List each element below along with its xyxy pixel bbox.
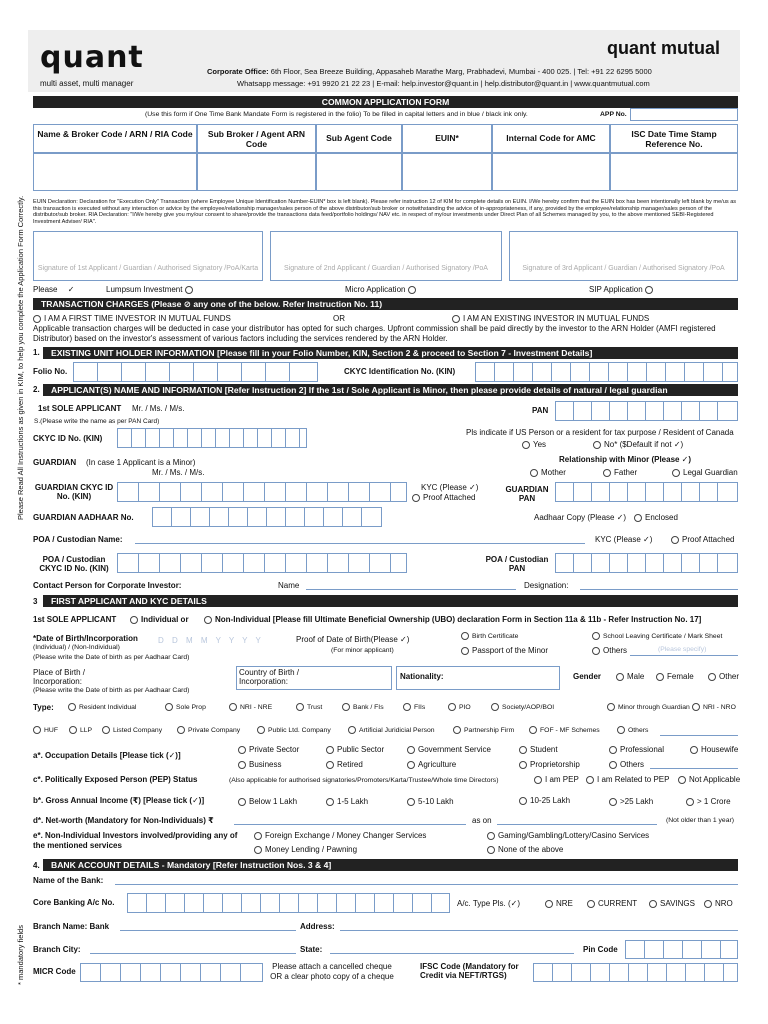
occ-agriculture[interactable]: Agriculture	[407, 760, 456, 770]
sole-salutation: Mr. / Ms. / M/s.	[132, 404, 185, 413]
dob-input[interactable]: D D M M Y Y Y Y	[158, 636, 264, 645]
gender-female[interactable]: Female	[656, 672, 694, 682]
non-ind-none[interactable]: None of the above	[487, 845, 563, 855]
occ-private[interactable]: Private Sector	[238, 745, 299, 755]
income-10-25[interactable]: 10-25 Lakh	[519, 796, 570, 806]
father-option[interactable]: Father	[603, 468, 637, 478]
broker-code-input[interactable]	[33, 153, 197, 191]
type-nri-nro[interactable]: NRI - NRO	[692, 703, 736, 713]
income-25[interactable]: >25 Lakh	[609, 797, 653, 807]
place-birth-note: (Please write the Date of birth as per Aadhaar Card)	[33, 687, 190, 694]
type-label: Type:	[33, 703, 54, 712]
occupation-label: a*. Occupation Details [Please tick (✓)]	[33, 751, 181, 760]
section-transaction-charges: TRANSACTION CHARGES (Please ⊘ any one of the below. Refer Instruction No. 11)	[33, 298, 738, 310]
pin-input[interactable]	[625, 940, 738, 959]
branch-city-input[interactable]	[90, 953, 296, 954]
type-huf[interactable]: HUF	[33, 726, 58, 736]
branch-city-label: Branch City:	[33, 945, 81, 954]
guardian-pan-label: GUARDIAN PAN	[505, 485, 549, 503]
pep-na[interactable]: Not Applicable	[678, 775, 740, 785]
poa-pan-input[interactable]	[555, 553, 738, 573]
contact-name-input[interactable]	[306, 589, 516, 590]
sip-option[interactable]: SIP Application	[589, 285, 656, 295]
poa-name-label: POA / Custodian Name:	[33, 535, 123, 544]
isc-stamp-input[interactable]	[610, 153, 738, 191]
ckyc-id-label: CKYC ID No. (KIN)	[33, 434, 103, 443]
non-ind-gaming[interactable]: Gaming/Gambling/Lottery/Casino Services	[487, 831, 649, 841]
ac-nre[interactable]: NRE	[545, 899, 573, 909]
please-tick-row: Please ✓	[33, 285, 75, 294]
sub-agent-input[interactable]	[316, 153, 402, 191]
section-2-number: 2.	[33, 385, 40, 394]
core-banking-label: Core Banking A/c No.	[33, 898, 115, 907]
type-others-input[interactable]	[660, 735, 738, 736]
income-5-10[interactable]: 5-10 Lakh	[407, 797, 454, 807]
country-birth-input[interactable]	[236, 666, 392, 690]
poa-proof-option[interactable]: Proof Attached	[671, 535, 734, 545]
tc-note-1: Applicable transaction charges will be deducted in case your distributor has opted for such charges. Upfront commission shall be paid directly by the investor to the ARN Holder (AMFI registered	[33, 324, 716, 333]
poa-ckyc-label: POA / Custodian CKYC ID No. (KIN)	[39, 555, 109, 573]
state-input[interactable]	[330, 953, 574, 954]
guardian-pan-input[interactable]	[555, 482, 738, 502]
bank-name-input[interactable]	[115, 884, 738, 885]
ac-savings[interactable]: SAVINGS	[649, 899, 695, 909]
occ-retired[interactable]: Retired	[326, 760, 363, 770]
section-4-bank: BANK ACCOUNT DETAILS - Mandatory [Refer Instruction Nos. 3 & 4]	[43, 859, 738, 871]
non-individual-option[interactable]: Non-Individual [Please fill Ultimate Beneficial Ownership (UBO) declaration Form in Section 11a & 11b - Refer Instruction No. 17]	[204, 615, 701, 625]
cheque-note: Please attach a cancelled cheque OR a clear photo copy of a cheque	[270, 962, 394, 981]
sub-broker-input[interactable]	[197, 153, 316, 191]
pan-name-note: S.(Please write the name as per PAN Card)	[34, 418, 160, 425]
poa-kyc-tick: KYC (Please ✓)	[595, 535, 653, 544]
type-society[interactable]: Society/AOP/BOI	[491, 703, 554, 713]
guardian-proof-option[interactable]: Proof Attached	[412, 493, 475, 503]
individual-option[interactable]: Individual or	[130, 615, 189, 625]
lumpsum-option[interactable]: Lumpsum Investment	[106, 285, 196, 295]
us-no-option[interactable]: No* ($Default if not ✓)	[593, 440, 683, 450]
lumpsum-radio	[185, 286, 193, 294]
ckyc-id-input[interactable]	[117, 428, 307, 448]
contact-name-label: Name	[278, 581, 300, 590]
broker-header-4: EUIN*	[402, 124, 492, 153]
side-instruction: Please Read All Instructions as given in KIM, to help you complete the Application Form Correctly.	[16, 195, 25, 520]
as-on-input[interactable]	[497, 824, 657, 825]
micro-radio	[408, 286, 416, 294]
tagline: multi asset, multi manager	[40, 79, 134, 88]
us-yes-option[interactable]: Yes	[522, 440, 546, 450]
micro-option[interactable]: Micro Application	[345, 285, 419, 295]
ifsc-input[interactable]	[533, 963, 738, 982]
occ-housewife[interactable]: Housewife	[690, 745, 738, 755]
gender-label: Gender	[573, 672, 602, 681]
broker-header-2: Sub Broker / Agent ARN Code	[197, 124, 316, 153]
dob-note: (Please write the Date of birth as per Aadhaar Card)	[33, 654, 190, 661]
state-label: State:	[300, 945, 323, 954]
occ-government[interactable]: Government Service	[407, 745, 491, 755]
proof-minor-note: (For minor applicant)	[331, 647, 394, 654]
broker-header-5: Internal Code for AMC	[492, 124, 610, 153]
folio-input[interactable]	[73, 362, 318, 382]
mandatory-fields-note: * mandatory fields	[16, 924, 25, 985]
type-nri-nre[interactable]: NRI - NRE	[229, 703, 272, 713]
broker-header-6: ISC Date Time Stamp Reference No.	[610, 124, 738, 153]
not-older-note: (Not older than 1 year)	[666, 817, 735, 824]
guardian-aadhaar-input[interactable]	[152, 507, 382, 527]
brand-name: quant mutual	[607, 38, 720, 58]
tc-or: OR	[333, 314, 345, 323]
type-fof[interactable]: FOF - MF Schemes	[529, 726, 600, 736]
poa-name-input[interactable]	[135, 543, 585, 544]
quant-logo: quant	[40, 40, 144, 75]
ckyc-kin-label: CKYC Identification No. (KIN)	[344, 367, 456, 376]
type-partnership[interactable]: Partnership Firm	[453, 726, 514, 736]
occ-others[interactable]: Others	[609, 760, 644, 770]
sole-applicant-label: 1st SOLE APPLICANT	[38, 404, 122, 413]
income-1-5[interactable]: 1-5 Lakh	[326, 797, 368, 807]
type-sole-prop[interactable]: Sole Prop	[165, 703, 206, 713]
type-llp[interactable]: LLP	[69, 726, 92, 736]
ac-type-label: A/c. Type Pls. (✓)	[457, 899, 521, 908]
mother-option[interactable]: Mother	[530, 468, 566, 478]
tc-existing-option[interactable]: I AM AN EXISTING INVESTOR IN MUTUAL FUNDS	[452, 314, 649, 324]
broker-header-1: Name & Broker Code / ARN / RIA Code	[33, 124, 197, 153]
type-ajp[interactable]: Artificial Juridicial Person	[348, 726, 435, 736]
relationship-minor: Relationship with Minor (Please ✓)	[559, 455, 692, 464]
micr-input[interactable]	[80, 963, 263, 982]
birth-cert-option[interactable]: Birth Certificate	[461, 632, 518, 642]
nationality-input[interactable]	[396, 666, 560, 690]
section-3-number: 3	[33, 597, 38, 606]
pep-label: c*. Politically Exposed Person (PEP) Status	[33, 775, 198, 784]
dob-sub: (Individual) / (Non-Individual)	[33, 644, 120, 651]
section-3-kyc: FIRST APPLICANT AND KYC DETAILS	[43, 595, 738, 607]
poa-pan-label: POA / Custodian PAN	[485, 555, 549, 573]
section-1-existing: EXISTING UNIT HOLDER INFORMATION [Please fill in your Folio Number, KIN, Section 2 & proceed to Section 7 - Investment Details]	[43, 347, 738, 359]
place-birth-label: Place of Birth / Incorporation:	[33, 668, 86, 686]
signature-2[interactable]: Signature of 2nd Applicant / Guardian / Authorised Signatory /PoA	[270, 231, 502, 281]
aadhaar-copy-tick: Aadhaar Copy (Please ✓)	[534, 513, 627, 522]
bank-name-label: Name of the Bank:	[33, 876, 104, 885]
section-4-number: 4.	[33, 861, 40, 870]
pep-related[interactable]: I am Related to PEP	[586, 775, 669, 785]
type-resident[interactable]: Resident Individual	[68, 703, 136, 713]
ifsc-label: IFSC Code (Mandatory for Credit via NEFT/RTGS)	[420, 962, 519, 980]
school-leaving-option[interactable]: School Leaving Certificate / Mark Sheet	[592, 632, 722, 642]
guardian-salutation: Mr. / Ms. / M/s.	[152, 468, 205, 477]
non-individual-label: e*. Non-Individual Investors involved/providing any of the mentioned services	[33, 831, 238, 850]
pep-note: (Also applicable for authorised signatories/Promoters/Karta/Trustee/Whole time Directors)	[229, 777, 499, 784]
aadhaar-enclosed-option[interactable]: Enclosed	[634, 513, 678, 523]
address-input[interactable]	[340, 930, 738, 931]
pep-yes[interactable]: I am PEP	[534, 775, 579, 785]
branch-name-input[interactable]	[120, 930, 296, 931]
type-public[interactable]: Public Ltd. Company	[257, 726, 331, 736]
networth-label: d*. Net-worth (Mandatory for Non-Individuals) ₹	[33, 816, 214, 825]
sip-radio	[645, 286, 653, 294]
app-no-input[interactable]	[630, 108, 738, 121]
form-title: COMMON APPLICATION FORM	[33, 96, 738, 108]
section-2-applicants: APPLICANT(S) NAME AND INFORMATION [Refer Instruction 2] If the 1st / Sole Applicant is Minor, then please provide details of natural / legal guardian	[43, 384, 738, 396]
signature-3[interactable]: Signature of 3rd Applicant / Guardian / Authorised Signatory /PoA	[509, 231, 738, 281]
sole-applicant-3: 1st SOLE APPLICANT	[33, 615, 117, 624]
core-banking-input[interactable]	[127, 893, 450, 913]
ac-current[interactable]: CURRENT	[587, 899, 637, 909]
non-ind-forex[interactable]: Foreign Exchange / Money Changer Services	[254, 831, 426, 841]
occ-student[interactable]: Student	[519, 745, 558, 755]
ac-nro[interactable]: NRO	[704, 899, 733, 909]
tc-note-2: Distributor) based on the investor's assessment of various factors including the services rendered by the ARN Holder.	[33, 334, 448, 343]
us-person-question: Pls indicate if US Person or a resident for tax purpose / Resident of Canada	[466, 428, 734, 437]
others-proof-input[interactable]	[630, 655, 738, 656]
networth-input[interactable]	[234, 824, 466, 825]
as-on-label: as on	[472, 816, 492, 825]
proof-dob-label: Proof of Date of Birth(Please ✓)	[296, 635, 410, 644]
guardian-ckyc-input[interactable]	[117, 482, 407, 502]
occ-proprietorship[interactable]: Proprietorship	[519, 760, 580, 770]
others-proof-option[interactable]: Others	[592, 646, 627, 656]
app-no-label: APP No.	[600, 111, 627, 118]
occ-professional[interactable]: Professional	[609, 745, 664, 755]
income-below-1[interactable]: Below 1 Lakh	[238, 797, 297, 807]
corporate-info: Corporate Office: 6th Floor, Sea Breeze Building, Appasaheb Marathe Marg, Prabhadevi, Mumbai - 400 025. | Tel: +91 22 6295 5000 Whatsapp message: +91 9920 21 22 23 | E-mail: help.investor@quant.in | help.distributor@quant.in | www.quantmutual.com	[207, 67, 652, 88]
guardian-ckyc-label: GUARDIAN CKYC ID No. (KIN)	[34, 483, 114, 501]
address-label: Address:	[300, 922, 335, 931]
guardian-kyc-tick: KYC (Please ✓)	[421, 483, 479, 492]
pan-input[interactable]	[555, 401, 738, 421]
please-specify: (Please specify)	[658, 646, 707, 653]
type-bank[interactable]: Bank / FIs	[342, 703, 384, 713]
instruction-top: (Use this form if One Time Bank Mandate Form is registered in the folio) To be filled in capital letters and in blue / black ink only.	[145, 111, 528, 118]
non-ind-lending[interactable]: Money Lending / Pawning	[254, 845, 357, 855]
gender-other[interactable]: Other	[708, 672, 739, 682]
pin-label: Pin Code	[583, 945, 618, 954]
euin-declaration: EUIN Declaration: Declaration for "Execution Only" Transaction (where Employee Unique Identification Number-EUIN* box is left blank). Please refer instruction 12 of KIM for complete details on EUIN. I/We hereby confirm that the EUIN box has been intentionally left blank by me/us as this transaction is executed without any interaction or advice by the employee/relationship manager/sales person of the above distributor/sub broker or notwithstanding the advice of in-appropriateness, if any, provided by the employee/relationship manager/sales person of the distributor/sub broker. RIA Declaration: "I/We hereby give you my/our consent to share/provide the transactions data feed/portfolio holdings/ NAV etc. in respect of my/our investments under Direct Plan of all Schemes managed by you, to the above mentioned SEBI-Registered Investment Adviser/ RIA".	[33, 199, 737, 225]
broker-header-3: Sub Agent Code	[316, 124, 402, 153]
euin-input[interactable]	[402, 153, 492, 191]
type-listed[interactable]: Listed Company	[102, 726, 162, 736]
guardian-note: (In case 1 Applicant is a Minor)	[86, 458, 196, 467]
designation-label: Designation:	[524, 581, 569, 590]
type-pio[interactable]: PIO	[448, 703, 471, 713]
type-fiis[interactable]: FIIs	[403, 703, 425, 713]
designation-input[interactable]	[580, 589, 738, 590]
section-1-number: 1.	[33, 348, 40, 357]
occ-business[interactable]: Business	[238, 760, 281, 770]
pan-label: PAN	[532, 406, 549, 415]
guardian-aadhaar-label: GUARDIAN AADHAAR No.	[33, 513, 134, 522]
micr-label: MICR Code	[33, 967, 76, 976]
occ-public[interactable]: Public Sector	[326, 745, 384, 755]
folio-label: Folio No.	[33, 367, 68, 376]
ckyc-kin-input[interactable]	[475, 362, 738, 382]
country-birth-label: Country of Birth / Incorporation:	[239, 668, 300, 686]
type-minor-guardian[interactable]: Minor through Guardian	[607, 703, 690, 713]
contact-corp-label: Contact Person for Corporate Investor:	[33, 581, 182, 590]
poa-ckyc-input[interactable]	[117, 553, 407, 573]
internal-code-input[interactable]	[492, 153, 610, 191]
dob-label: *Date of Birth/Incorporation	[33, 634, 138, 643]
nationality-label: Nationality:	[400, 672, 444, 681]
type-trust[interactable]: Trust	[296, 703, 322, 713]
legal-guardian-option[interactable]: Legal Guardian	[672, 468, 738, 478]
type-others[interactable]: Others	[617, 726, 648, 736]
occ-others-input[interactable]	[650, 768, 738, 769]
tc-first-option[interactable]: I AM A FIRST TIME INVESTOR IN MUTUAL FUNDS	[33, 314, 231, 324]
guardian-label: GUARDIAN	[33, 458, 77, 467]
income-1-crore[interactable]: > 1 Crore	[686, 797, 731, 807]
gender-male[interactable]: Male	[616, 672, 644, 682]
type-private[interactable]: Private Company	[177, 726, 240, 736]
income-label: b*. Gross Annual Income (₹) [Please tick (✓)]	[33, 796, 205, 805]
signature-1[interactable]: Signature of 1st Applicant / Guardian / Authorised Signatory /PoA/Karta	[33, 231, 263, 281]
branch-name-label: Branch Name: Bank	[33, 922, 110, 931]
passport-minor-option[interactable]: Passport of the Minor	[461, 646, 548, 656]
